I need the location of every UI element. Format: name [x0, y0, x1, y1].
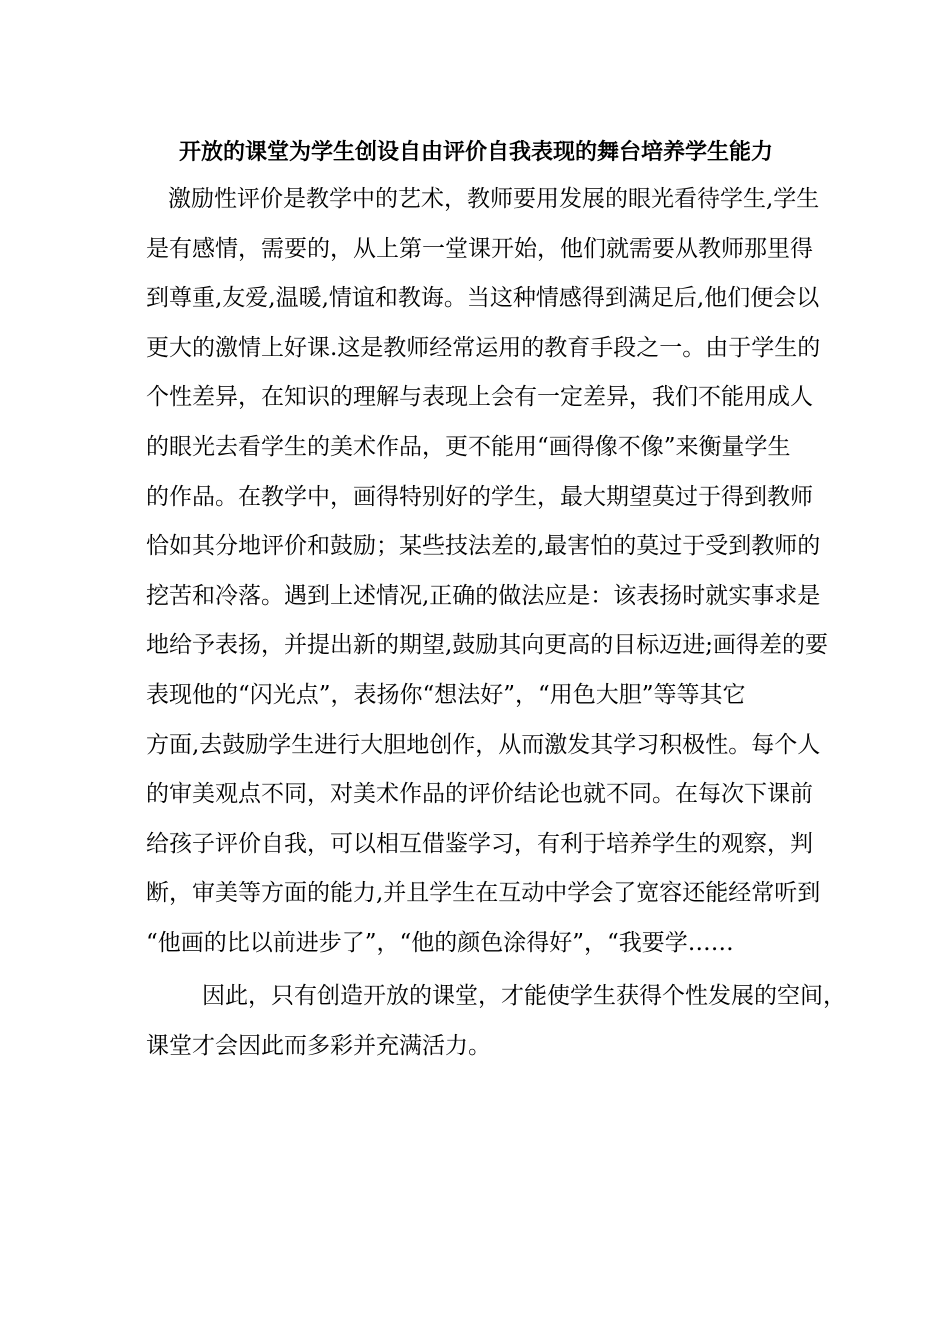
paragraph-1	[146, 175, 829, 969]
paragraph-line: 个性差异，在知识的理解与表现上会有一定差异，我们不能用成人	[146, 384, 813, 411]
paragraph-line: 课堂才会因此而多彩并充满活力。	[146, 1032, 491, 1059]
document-title: 开放的课堂为学生创设自由评价自我表现的舞台培养学生能力	[178, 139, 773, 165]
paragraph-line: 激励性评价是教学中的艺术，教师要用发展的眼光看待学生,学生	[168, 186, 820, 212]
paragraph-line: 更大的激情上好课.这是教师经常运用的教育手段之一。由于学生的	[146, 334, 821, 361]
paragraph-line: 断，审美等方面的能力,并且学生在互动中学会了宽容还能经常听到	[146, 880, 821, 907]
paragraph-line: 挖苦和冷落。遇到上述情况,正确的做法应是：该表扬时就实事求是	[146, 582, 821, 609]
paragraph-line: “他画的比以前进步了”，“他的颜色涂得好”，“我要学……	[146, 929, 734, 956]
paragraph-line: 的审美观点不同，对美术作品的评价结论也就不同。在每次下课前	[146, 781, 813, 808]
paragraph-2	[146, 972, 846, 1071]
paragraph-line: 是有感情，需要的，从上第一堂课开始，他们就需要从教师那里得	[146, 235, 813, 262]
paragraph-line: 给孩子评价自我，可以相互借鉴学习，有利于培养学生的观察，判	[146, 830, 813, 857]
paragraph-line: 地给予表扬，并提出新的期望,鼓励其向更高的目标迈进;画得差的要	[146, 632, 829, 659]
paragraph-line: 到尊重,友爱,温暖,情谊和教诲。当这种情感得到满足后,他们便会以	[146, 285, 820, 312]
paragraph-line: 的眼光去看学生的美术作品，更不能用“画得像不像”来衡量学生	[146, 433, 791, 460]
paragraph-line: 表现他的“闪光点”，表扬你“想法好”，“用色大胆”等等其它	[146, 681, 746, 708]
paragraph-line: 方面,去鼓励学生进行大胆地创作，从而激发其学习积极性。每个人	[146, 731, 821, 758]
paragraph-line: 的作品。在教学中，画得特别好的学生，最大期望莫过于得到教师	[146, 483, 813, 510]
paragraph-line: 恰如其分地评价和鼓励；某些技法差的,最害怕的莫过于受到教师的	[146, 533, 821, 560]
paragraph-line: 因此，只有创造开放的课堂，才能使学生获得个性发展的空间，	[202, 983, 846, 1009]
